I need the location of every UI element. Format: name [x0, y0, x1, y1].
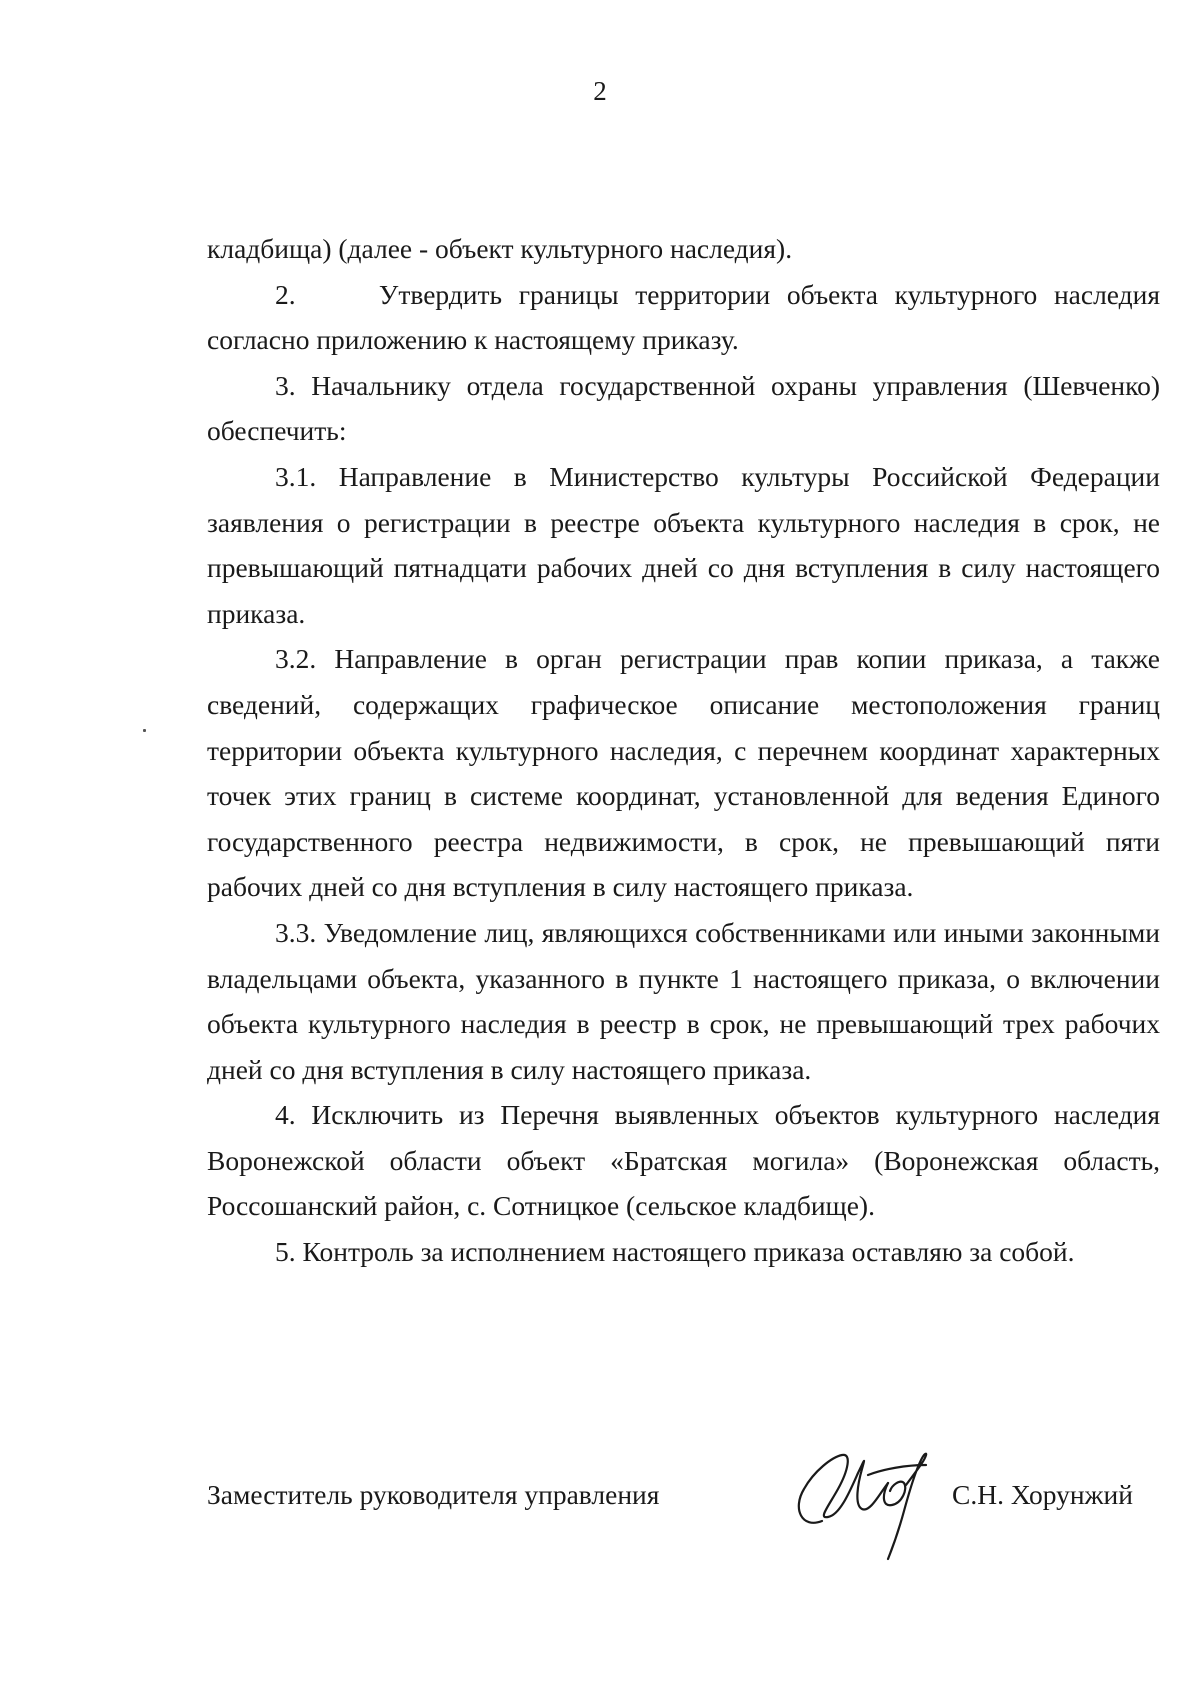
paragraph-item-2: 2. Утвердить границы территории объекта культурного наследия согласно приложению к настоящему приказу. — [207, 278, 1167, 356]
signer-name: С.Н. Хорунжий — [952, 1479, 1133, 1510]
paragraph-item-3: 3. Начальнику отдела государственной охраны управления (Шевченко) обеспечить: — [207, 369, 1160, 447]
document-body — [207, 226, 1167, 1275]
handwritten-signature — [788, 1425, 938, 1565]
page-number: 2 — [593, 76, 607, 106]
paragraph-continuation: кладбища) (далее - объект культурного наследия). — [207, 233, 793, 264]
paragraph-item-3-1: 3.1. Направление в Министерство культуры Российской Федерации заявления о регистрации в реестре объекта культурного наследия в срок, не превышающий пятнадцати рабочих дней со дня вступления в силу настоящего приказа. — [207, 460, 1160, 629]
scan-artifact-dot — [143, 729, 146, 732]
paragraph-item-3-3: 3.3. Уведомление лиц, являющихся собственниками или иными законными владельцами объекта, указанного в пункте 1 настоящего приказа, о включении объекта культурного наследия в реестр в срок, не превышающий трех рабочих дней со дня вступления в силу настоящего приказа. — [207, 916, 1160, 1085]
paragraph-item-3-2: 3.2. Направление в орган регистрации прав копии приказа, а также сведений, содержащих графическое описание местоположения границ территории объекта культурного наследия, с перечнем координат характерных точек этих границ в системе координат, установленной для ведения Единого государственного реестра недвижимости, в срок, не превышающий пяти рабочих дней со дня вступления в силу настоящего приказа. — [207, 643, 1160, 903]
signer-position-title: Заместитель руководителя управления — [207, 1479, 660, 1510]
paragraph-item-5: 5. Контроль за исполнением настоящего приказа оставляю за собой. — [275, 1236, 1075, 1268]
paragraph-item-4: 4. Исключить из Перечня выявленных объектов культурного наследия Воронежской области объект «Братская могила» (Воронежская область, Россошанский район, с. Сотницкое (сельское кладбище). — [207, 1099, 1160, 1222]
